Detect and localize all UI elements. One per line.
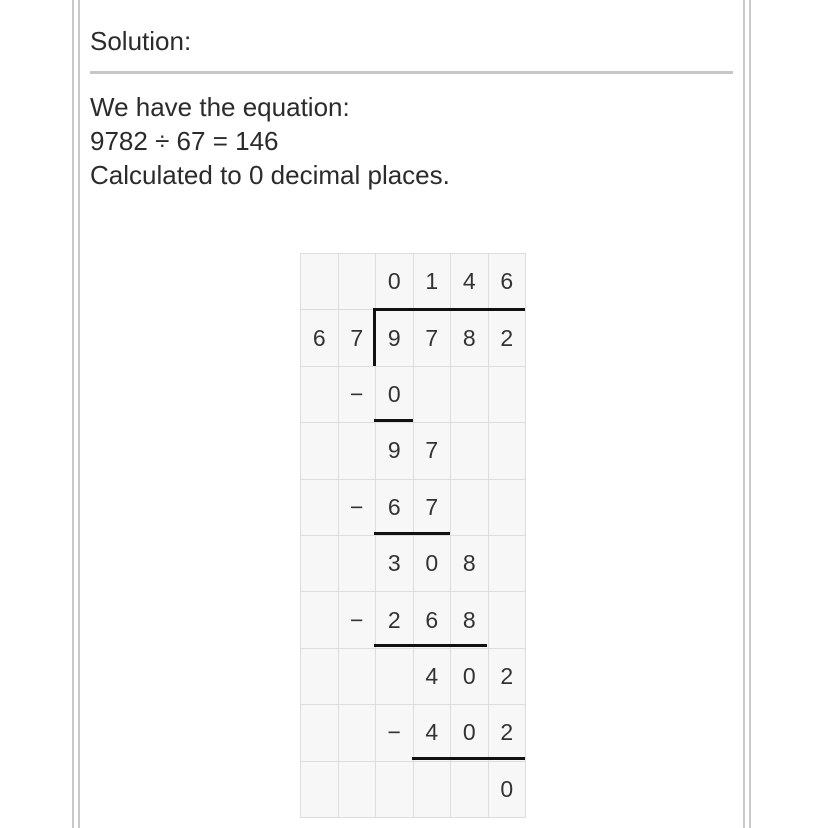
equation-text: 9782 ÷ 67 = 146 [90,126,279,156]
division-bracket-top [374,308,525,311]
grid-cell: 7 [413,423,451,479]
grid-cell: 2 [488,648,526,704]
grid-cell: 3 [376,535,414,591]
grid-cell [301,254,339,310]
grid-cell: 6 [301,310,339,366]
grid-cell [451,479,489,535]
grid-cell: − [338,592,376,648]
grid-cell [338,254,376,310]
grid-cell: 7 [413,310,451,366]
grid-row [301,423,526,479]
grid-cell [301,366,339,422]
grid-cell [301,761,339,817]
grid-cell [338,535,376,591]
grid-cell: 6 [413,592,451,648]
grid-row [301,479,526,535]
grid-cell [301,705,339,761]
grid-cell: 6 [376,479,414,535]
grid-row [301,254,526,310]
grid-cell: 7 [413,479,451,535]
grid-cell [301,592,339,648]
grid-cell [488,592,526,648]
right-border-inner [743,0,745,828]
long-division-grid [300,253,526,818]
grid-cell [451,761,489,817]
grid-cell [488,423,526,479]
grid-cell [338,423,376,479]
precision-note: Calculated to 0 decimal places. [90,160,450,190]
grid-cell: 4 [451,254,489,310]
grid-cell [413,366,451,422]
grid-cell [301,648,339,704]
heading-divider [90,71,733,74]
grid-cell: 8 [451,592,489,648]
subtraction-line [412,757,525,760]
grid-cell [376,761,414,817]
grid-cell: 0 [376,254,414,310]
grid-row [301,761,526,817]
grid-cell [338,705,376,761]
grid-cell [301,479,339,535]
solution-heading: Solution: [90,26,192,56]
grid-cell: − [338,479,376,535]
grid-cell: − [376,705,414,761]
grid-row [301,310,526,366]
right-border-outer [749,0,751,828]
grid-cell: 0 [488,761,526,817]
subtraction-line [374,532,450,535]
grid-cell: 1 [413,254,451,310]
grid-cell: 2 [488,310,526,366]
grid-cell: 4 [413,648,451,704]
left-border-inner [78,0,80,828]
grid-cell: 0 [376,366,414,422]
grid-cell [451,423,489,479]
grid-cell: 8 [451,535,489,591]
grid-row [301,705,526,761]
grid-cell [376,648,414,704]
grid-cell: 0 [451,705,489,761]
subtraction-line [374,644,487,647]
grid-cell [488,366,526,422]
grid-cell: 9 [376,423,414,479]
grid-cell: − [338,366,376,422]
left-border-outer [72,0,74,828]
grid-cell: 2 [376,592,414,648]
grid-cell: 9 [376,310,414,366]
grid-cell: 4 [413,705,451,761]
grid-cell: 2 [488,705,526,761]
grid-cell [451,366,489,422]
grid-cell: 0 [413,535,451,591]
grid-cell [413,761,451,817]
grid-row [301,648,526,704]
grid-cell [488,479,526,535]
grid-cell: 7 [338,310,376,366]
grid-cell: 8 [451,310,489,366]
grid-cell [338,761,376,817]
grid-cell: 6 [488,254,526,310]
subtraction-line [374,419,413,422]
grid-cell: 0 [451,648,489,704]
grid-row [301,366,526,422]
intro-text: We have the equation: [90,92,350,122]
grid-cell [338,648,376,704]
division-bracket-side [373,308,376,366]
grid-row [301,592,526,648]
grid-cell [301,423,339,479]
grid-cell [301,535,339,591]
grid-row [301,535,526,591]
grid-cell [488,535,526,591]
